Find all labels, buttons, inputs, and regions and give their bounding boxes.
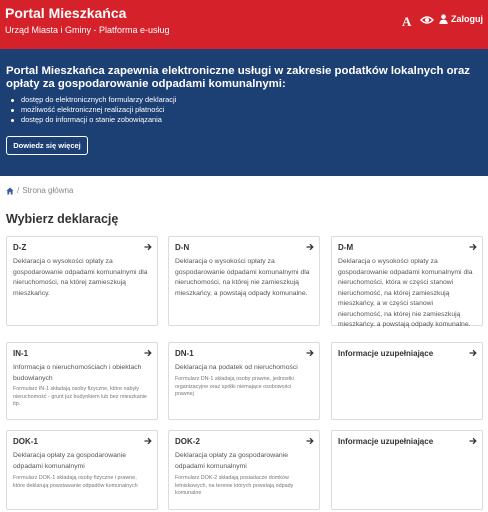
hero-feature-item: możliwość elektronicznej realizacji płatności (11, 105, 176, 115)
card-code: DOK-1 (13, 437, 38, 446)
card-description: Deklaracja na podatek od nieruchomości (175, 364, 298, 371)
hero-feature-list (11, 95, 176, 125)
breadcrumb-current: Strona główna (22, 186, 74, 195)
declaration-card-dn[interactable] (168, 236, 320, 326)
arrow-right-icon (306, 243, 314, 251)
arrow-right-icon (144, 243, 152, 251)
arrow-right-icon (469, 349, 477, 357)
hero-banner (0, 49, 488, 176)
user-icon (439, 14, 448, 24)
hero-heading: Portal Mieszkańca zapewnia elektroniczne usługi w zakresie podatków lokalnych oraz opłaty za gospodarowanie odpadami komunalnymi: (6, 65, 471, 90)
login-button[interactable] (439, 14, 483, 24)
arrow-right-icon (306, 437, 314, 445)
app-subtitle: Urząd Miasta i Gminy - Platforma e-usług (5, 25, 170, 35)
card-note: Formularz DOK-1 składają osoby fizyczne i prawne, które deklarują powstawanie odpadów komunalnych (13, 475, 138, 489)
card-description: Deklaracja o wysokości opłaty za gospodarowanie odpadami komunalnymi dla nieruchomości, na której nie zamieszkują mieszkańcy, a powstają odpady komunalne. (175, 258, 310, 297)
login-label: Zaloguj (451, 14, 483, 24)
top-bar (0, 0, 488, 49)
learn-more-button[interactable]: Dowiedz się więcej (6, 136, 88, 155)
card-code: DOK-2 (175, 437, 200, 446)
home-icon[interactable] (6, 187, 14, 195)
card-description: Deklaracja o wysokości opłaty za gospodarowanie odpadami komunalnymi dla nieruchomości, która w części stanowi nieruchomość, na której zamieszkują mieszkańcy, a w części stanowi nieruchomość, na której nie zamieszkują mieszkańcy, a powstają odpady komunalne. (338, 258, 473, 328)
card-code: Informacje uzupełniające (338, 349, 434, 358)
app-title[interactable]: Portal Mieszkańca (5, 5, 127, 21)
arrow-right-icon (144, 437, 152, 445)
card-code: D-M (338, 243, 354, 252)
card-description: Deklaracja o wysokości opłaty za gospodarowanie odpadami komunalnymi dla nieruchomości, na której zamieszkują mieszkańcy. (13, 258, 148, 297)
card-code: IN-1 (13, 349, 29, 358)
card-code: D-N (175, 243, 190, 252)
card-code: D-Z (13, 243, 27, 252)
card-description: Deklaracja opłaty za gospodarowanie odpadami komunalnymi (175, 452, 288, 470)
arrow-right-icon (306, 349, 314, 357)
card-code: Informacje uzupełniające (338, 437, 434, 446)
declaration-card-dm[interactable] (331, 236, 483, 326)
declaration-card-dok2[interactable] (168, 430, 320, 510)
section-title: Wybierz deklarację (6, 212, 119, 226)
declaration-card-dz[interactable] (6, 236, 158, 326)
declaration-card-dok1[interactable] (6, 430, 158, 510)
breadcrumb-separator: / (17, 186, 20, 195)
card-note: Formularz DN-1 składają osoby prawne, jednostki organizacyjne oraz spółki niemające osobowości prawnej (175, 376, 294, 398)
declaration-card-dn1[interactable] (168, 342, 320, 420)
breadcrumb (6, 186, 73, 195)
info-card-supplementary[interactable] (331, 342, 483, 420)
card-description: Deklaracja opłaty za gospodarowanie odpadami komunalnymi (13, 452, 126, 470)
arrow-right-icon (469, 437, 477, 445)
arrow-right-icon (144, 349, 152, 357)
info-card-supplementary-2[interactable] (331, 430, 483, 510)
declaration-card-in1[interactable] (6, 342, 158, 420)
card-code: DN-1 (175, 349, 194, 358)
contrast-icon[interactable]: A (402, 14, 412, 29)
card-note: Formularz DOK-2 składają posiadacze domków letniskowych, na terenie których powstają odpady komunalne (175, 475, 294, 497)
card-description: Informacja o nieruchomościach i obiektach budowlanych (13, 364, 142, 382)
card-note: Formularz IN-1 składają osoby fizyczne, które nabyły nieruchomość - grunt już budynkiem lub bez mieszkanie itp. (13, 386, 147, 408)
eye-icon[interactable] (420, 15, 434, 25)
hero-feature-item: dostęp do informacji o stanie zobowiązania (11, 115, 176, 125)
hero-feature-item: dostęp do elektronicznych formularzy deklaracji (11, 95, 176, 105)
arrow-right-icon (469, 243, 477, 251)
